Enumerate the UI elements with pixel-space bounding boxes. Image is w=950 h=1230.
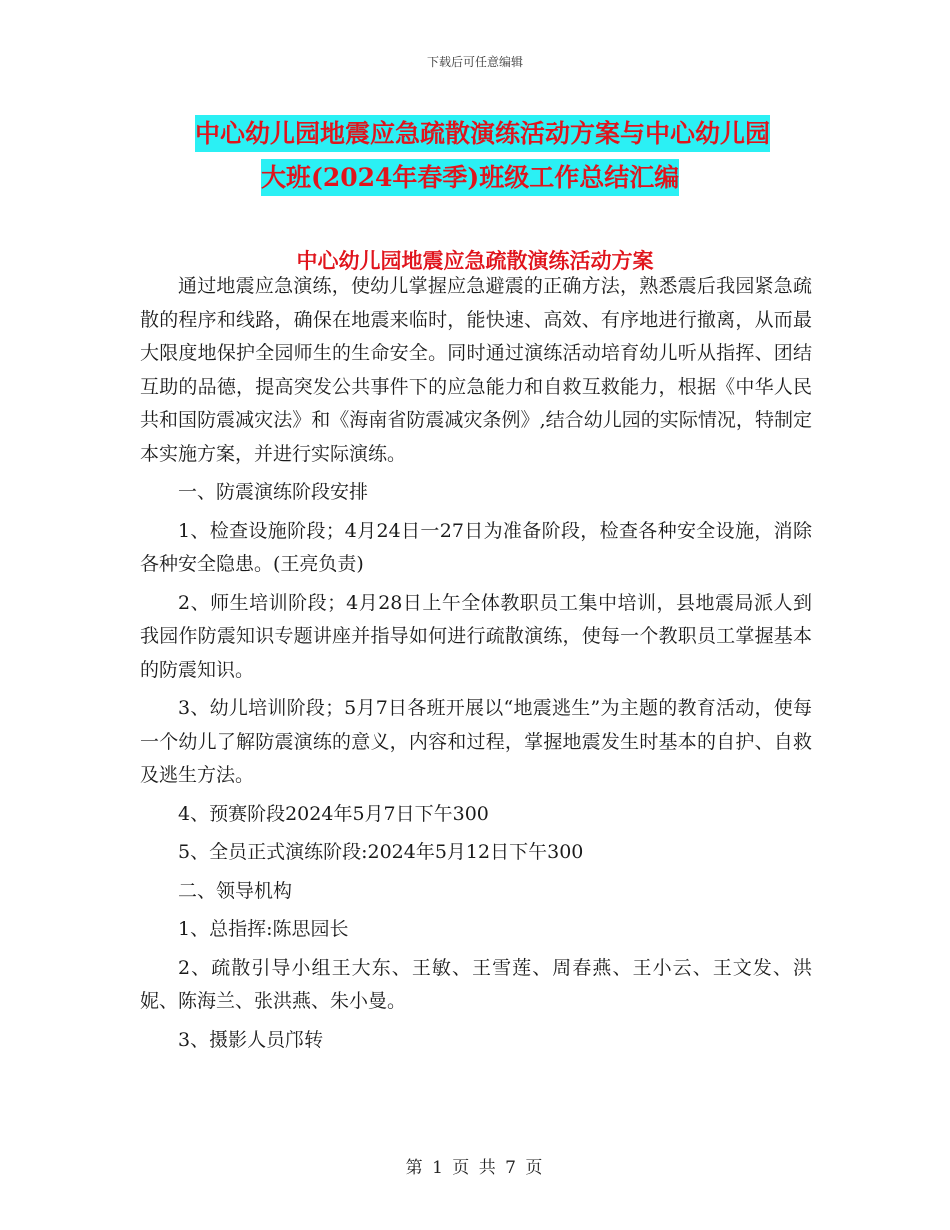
paragraph-stage-4: 4、预赛阶段2024年5月7日下午300 [178,802,489,825]
page-header-note: 下载后可任意编辑 [426,55,523,69]
page-footer-number: 第 1 页 共 7 页 [405,1158,545,1178]
paragraph-stage-2: 2、师生培训阶段；4月28日上午全体教职员工集中培训，县地震局派人到我园作防震知识专题讲座并指导如何进行疏散演练，使每一个教职员工掌握基本的防震知识。 [140,591,812,681]
paragraph-stage-1: 1、检查设施阶段；4月24日一27日为准备阶段，检查各种安全设施，消除各种安全隐患。(王亮负责) [140,519,812,575]
heading-leadership: 二、领导机构 [178,879,293,902]
paragraph-stage-3: 3、幼儿培训阶段；5月7日各班开展以“地震逃生”为主题的教育活动，使每一个幼儿了解防震演练的意义，内容和过程，掌握地震发生时基本的自护、自救及逃生方法。 [140,697,812,786]
paragraph-leader-1: 1、总指挥:陈思园长 [178,918,349,940]
paragraph-leader-2: 2、疏散引导小组王大东、王敏、王雪莲、周春燕、王小云、王文发、洪妮、陈海兰、张洪燕、朱小曼。 [140,956,812,1012]
paragraph-stage-5: 5、全员正式演练阶段:2024年5月12日下午300 [178,841,584,863]
document-title-line-1: 中心幼儿园地震应急疏散演练活动方案与中心幼儿园 [195,115,770,152]
paragraph-intro: 通过地震应急演练，使幼儿掌握应急避震的正确方法，熟悉震后我园紧急疏散的程序和线路，确保在地震来临时，能快速、高效、有序地进行撤离，从而最大限度地保护全园师生的生命安全。同时通过演练活动培育幼儿听从指挥、团结互助的品德，提高突发公共事件下的应急能力和自救互救能力，根据《中华人民共和国防震减灾法》和《海南省防震减灾条例》,结合幼儿园的实际情况，特制定本实施方案，并进行实际演练。 [140,275,812,465]
section-title: 中心幼儿园地震应急疏散演练活动方案 [296,248,654,273]
document-title-line-2: 大班(2024年春季)班级工作总结汇编 [261,159,679,196]
paragraph-leader-3: 3、摄影人员邝转 [178,1028,324,1051]
heading-drill-stages: 一、防震演练阶段安排 [178,481,369,503]
document-body [140,270,812,1057]
document-title [140,112,820,200]
